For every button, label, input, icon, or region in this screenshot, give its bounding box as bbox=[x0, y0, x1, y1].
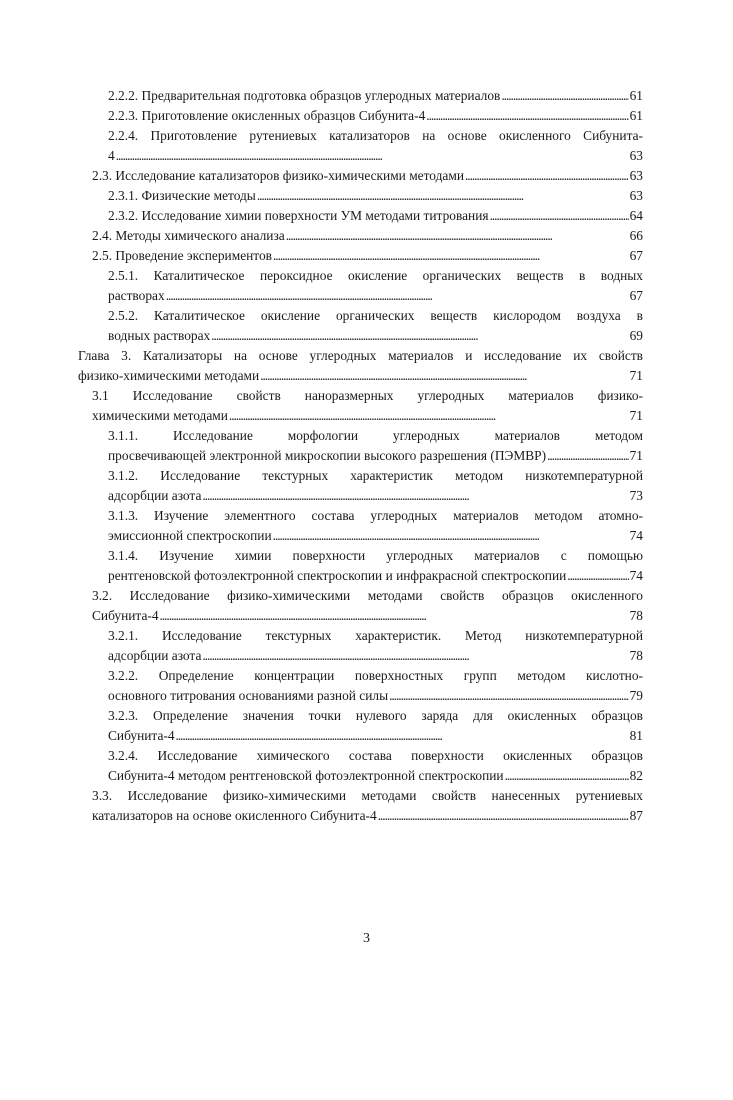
toc-entry-chapter-3[interactable] bbox=[0, 346, 733, 386]
toc-entry-text: растворах bbox=[108, 288, 165, 303]
dot-leader bbox=[211, 326, 628, 346]
toc-page-number: 74 bbox=[629, 568, 643, 583]
dot-leader bbox=[286, 226, 629, 246]
toc-entry-text: 2.5.1. Каталитическое пероксидное окисление органических веществ в водных bbox=[108, 268, 643, 283]
toc-page-number: 61 bbox=[629, 108, 643, 123]
toc-page-number: 78 bbox=[629, 608, 643, 623]
toc-page-number: 87 bbox=[629, 808, 643, 823]
toc-page-number: 73 bbox=[629, 488, 643, 503]
dot-leader bbox=[257, 186, 629, 206]
toc-entry-3-2-2[interactable] bbox=[0, 666, 733, 706]
toc-page-number: 71 bbox=[629, 448, 643, 463]
toc-entry-2-4[interactable] bbox=[0, 226, 733, 246]
toc-page-number: 71 bbox=[629, 408, 643, 423]
toc-entry-text: катализаторов на основе окисленного Сибунита-4 bbox=[92, 808, 377, 823]
dot-leader bbox=[273, 246, 629, 266]
toc-entry-text: Сибунита-4 методом рентгеновской фотоэлектронной спектроскопии bbox=[108, 768, 504, 783]
toc-entry-text: эмиссионной спектроскопии bbox=[108, 528, 272, 543]
toc-entry-2-3-2[interactable] bbox=[0, 206, 733, 226]
toc-entry-3-2-4[interactable] bbox=[0, 746, 733, 786]
toc-entry-3-1-4[interactable] bbox=[0, 546, 733, 586]
toc-entry-3-2-3[interactable] bbox=[0, 706, 733, 746]
toc-entry-text: 3.3. Исследование физико-химическими методами свойств нанесенных рутениевых bbox=[92, 788, 643, 803]
toc-entry-text: адсорбции азота bbox=[108, 488, 202, 503]
toc-entry-text: 2.5.2. Каталитическое окисление органических веществ кислородом воздуха в bbox=[108, 308, 643, 323]
dot-leader bbox=[176, 726, 629, 746]
toc-entry-text: 3.2.3. Определение значения точки нулевого заряда для окисленных образцов bbox=[108, 708, 643, 723]
toc-entry-text: химическими методами bbox=[92, 408, 228, 423]
dot-leader bbox=[166, 286, 629, 306]
toc-entry-text: Глава 3. Катализаторы на основе углеродных материалов и исследование их свойств bbox=[78, 348, 643, 363]
toc-entry-2-2-4[interactable] bbox=[0, 126, 733, 166]
toc-entry-2-5[interactable] bbox=[0, 246, 733, 266]
toc-page-number: 79 bbox=[629, 688, 643, 703]
dot-leader bbox=[490, 206, 629, 226]
toc-entry-text: рентгеновской фотоэлектронной спектроскопии и инфракрасной спектроскопии bbox=[108, 568, 567, 583]
toc-page-number: 67 bbox=[629, 288, 643, 303]
dot-leader bbox=[567, 566, 628, 586]
dot-leader bbox=[116, 146, 629, 166]
toc-entry-3-1-1[interactable] bbox=[0, 426, 733, 466]
toc-page-number: 61 bbox=[629, 88, 643, 103]
dot-leader bbox=[505, 766, 629, 786]
toc-entry-text: 2.4. Методы химического анализа bbox=[92, 228, 285, 243]
dot-leader bbox=[160, 606, 629, 626]
dot-leader bbox=[273, 526, 629, 546]
toc-entry-2-2-2[interactable] bbox=[0, 86, 733, 106]
dot-leader bbox=[501, 86, 628, 106]
toc-entry-text: 2.3.2. Исследование химии поверхности УМ методами титрования bbox=[108, 208, 489, 223]
toc-page-number: 71 bbox=[629, 368, 643, 383]
toc-entry-text: 3.1 Исследование свойств наноразмерных углеродных материалов физико- bbox=[92, 388, 643, 403]
toc-entry-text: просвечивающей электронной микроскопии высокого разрешения (ПЭМВР) bbox=[108, 448, 547, 463]
toc-entry-text: 3.2.1. Исследование текстурных характеристик. Метод низкотемпературной bbox=[108, 628, 643, 643]
toc-entry-text: 2.2.3. Приготовление окисленных образцов Сибунита-4 bbox=[108, 108, 426, 123]
toc-entry-2-2-3[interactable] bbox=[0, 106, 733, 126]
dot-leader bbox=[202, 486, 628, 506]
toc-entry-text: 3.1.1. Исследование морфологии углеродных материалов методом bbox=[108, 428, 643, 443]
toc-entry-3-1[interactable] bbox=[0, 386, 733, 426]
dot-leader bbox=[202, 646, 628, 666]
toc-entry-text: водных растворах bbox=[108, 328, 211, 343]
toc-page-number: 63 bbox=[629, 148, 643, 163]
toc-entry-text: 2.2.2. Предварительная подготовка образцов углеродных материалов bbox=[108, 88, 501, 103]
toc-entry-3-2[interactable] bbox=[0, 586, 733, 626]
table-of-contents bbox=[0, 86, 733, 826]
toc-page-number: 74 bbox=[629, 528, 643, 543]
toc-entry-3-2-1[interactable] bbox=[0, 626, 733, 666]
toc-entry-3-3[interactable] bbox=[0, 786, 733, 826]
toc-entry-text: 3.2.2. Определение концентрации поверхностных групп методом кислотно- bbox=[108, 668, 643, 683]
toc-entry-text: 3.1.3. Изучение элементного состава углеродных материалов методом атомно- bbox=[108, 508, 643, 523]
toc-entry-text: 2.2.4. Приготовление рутениевых катализаторов на основе окисленного Сибунита- bbox=[108, 128, 643, 143]
toc-page-number: 78 bbox=[629, 648, 643, 663]
toc-page-number: 82 bbox=[629, 768, 643, 783]
toc-entry-3-1-3[interactable] bbox=[0, 506, 733, 546]
dot-leader bbox=[260, 366, 628, 386]
toc-entry-text: 2.5. Проведение экспериментов bbox=[92, 248, 272, 263]
toc-page-number: 63 bbox=[629, 188, 643, 203]
dot-leader bbox=[426, 106, 628, 126]
toc-entry-2-3[interactable] bbox=[0, 166, 733, 186]
dot-leader bbox=[229, 406, 629, 426]
toc-entry-text: основного титрования основаниями разной силы bbox=[108, 688, 389, 703]
toc-entry-text: физико-химическими методами bbox=[78, 368, 260, 383]
dot-leader bbox=[389, 686, 629, 706]
toc-entry-text: 3.2. Исследование физико-химическими методами свойств образцов окисленного bbox=[92, 588, 643, 603]
toc-entry-text: адсорбции азота bbox=[108, 648, 202, 663]
toc-page-number: 69 bbox=[629, 328, 643, 343]
toc-entry-text: 4 bbox=[108, 148, 115, 163]
toc-page-number: 81 bbox=[629, 728, 643, 743]
toc-page-number: 66 bbox=[629, 228, 643, 243]
toc-entry-text: 3.1.4. Изучение химии поверхности углеродных материалов с помощью bbox=[108, 548, 643, 563]
toc-entry-text: Сибунита-4 bbox=[92, 608, 159, 623]
page-number: 3 bbox=[363, 931, 370, 946]
toc-entry-text: 3.2.4. Исследование химического состава поверхности окисленных образцов bbox=[108, 748, 643, 763]
toc-entry-text: 2.3.1. Физические методы bbox=[108, 188, 256, 203]
toc-entry-2-5-2[interactable] bbox=[0, 306, 733, 346]
toc-entry-text: 2.3. Исследование катализаторов физико-химическими методами bbox=[92, 168, 464, 183]
toc-page-number: 63 bbox=[629, 168, 643, 183]
toc-entry-text: Сибунита-4 bbox=[108, 728, 175, 743]
toc-entry-text: 3.1.2. Исследование текстурных характеристик методом низкотемпературной bbox=[108, 468, 643, 483]
toc-page-number: 64 bbox=[629, 208, 643, 223]
toc-entry-2-5-1[interactable] bbox=[0, 266, 733, 306]
toc-page-number: 67 bbox=[629, 248, 643, 263]
toc-entry-3-1-2[interactable] bbox=[0, 466, 733, 506]
dot-leader bbox=[465, 166, 629, 186]
dot-leader bbox=[547, 446, 629, 466]
toc-entry-2-3-1[interactable] bbox=[0, 186, 733, 206]
dot-leader bbox=[378, 806, 629, 826]
